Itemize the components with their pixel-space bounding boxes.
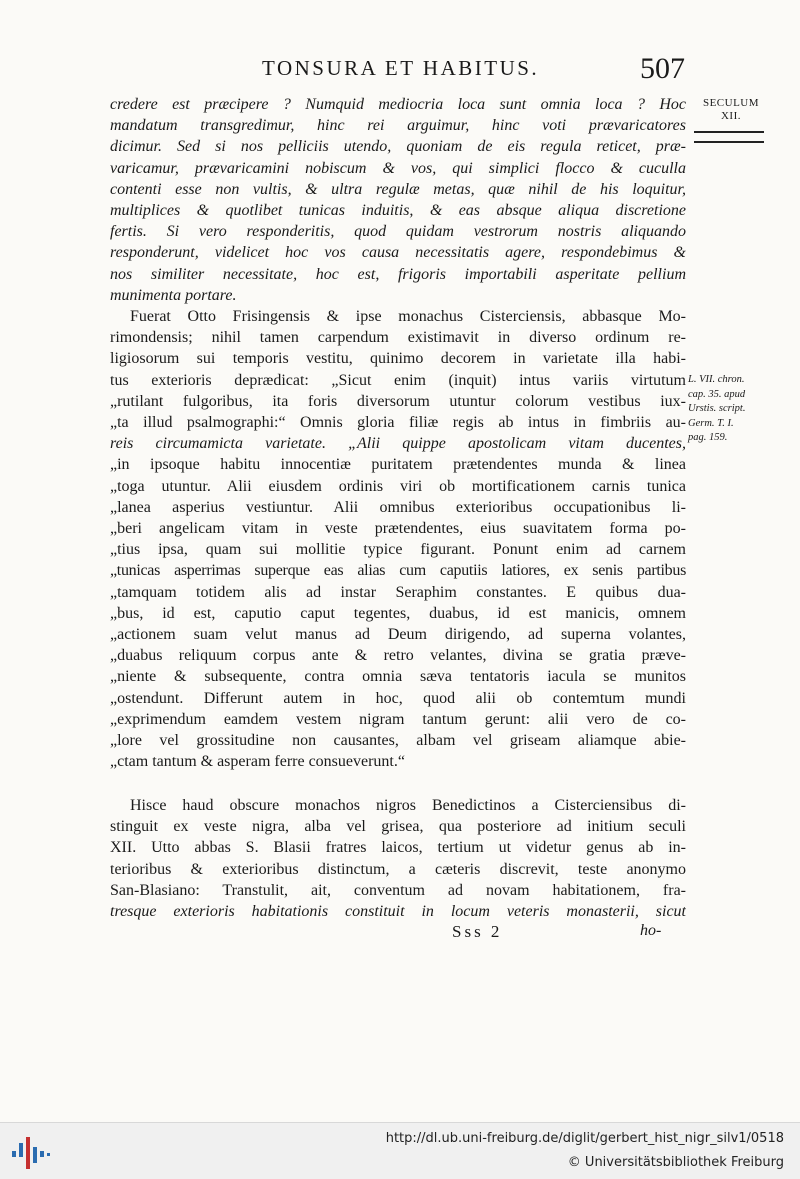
text-line: „ta illud psalmographi:“ Omnis gloria filiæ regis ab intus in fimbriis au- [110,414,686,432]
text-line: fertis. Si vero responderitis, quod quidam vestrorum nostris aliquando [110,223,686,241]
text-line: rimondensis; nihil tamen carpendum existimavit in diverso ordinum re- [110,329,686,347]
side-heading [696,97,766,123]
text-line: reis circumamicta varietate. „Alii quippe apostolicam vitam ducentes, [110,435,686,453]
paragraph-otto [110,306,686,772]
marginal-note-line: Urstis. script. [688,403,746,414]
side-heading-century: XII. [720,110,742,122]
running-header [0,52,800,92]
text-line: tresque exterioris habitationis constituit in locum veteris monasterii, sicut [110,903,686,921]
marginal-note-line: pag. 159. [688,432,728,443]
running-title: TONSURA ET HABITUS. [262,56,540,80]
permalink-link[interactable]: http://dl.ub.uni-freiburg.de/diglit/gerbert_hist_nigr_silv1/0518 [385,1131,784,1146]
text-line: multiplices & quotlibet tunicas induitis, & eas absque aliqua discretione [110,202,686,220]
text-line: nos similiter necessitate, hoc est, frigoris importabili asperitate pellium [110,265,686,283]
text-line: mandatum transgredimur, hinc rei arguimur, hinc voti prævaricatores [110,117,686,135]
text-line: varicamur, prævaricamini nobiscum & vos, qui simplici flocco & cuculla [110,159,686,177]
text-line: „beri angelicam vitam in veste prætendentes, eius suavitatem forma po- [110,520,686,538]
text-line: „ctam tantum & asperam ferre consueverunt.“ [110,753,405,771]
text-line: tus exterioris deprædicat: „Sicut enim (inquit) intus variis virtutum [110,371,686,389]
side-heading-rule [694,131,764,143]
text-line: „bus, id est, caputio caput tegentes, duabus, id est manicis, omnem [110,604,686,622]
text-line: terioribus & exterioribus distinctum, a cæteris discrevit, teste anonymo [110,860,686,878]
page-number: 507 [640,52,685,85]
text-line: „tius ipsa, quam sui mollitie typice figurant. Ponunt enim ad carnem [110,541,686,559]
text-line: „actionem suam velut manus ad Deum dirigendo, ad superna volantes, [110,626,686,644]
text-line: „tunicas asperrimas superque eas alias cum caputiis latiores, ex senis partibus [110,562,686,580]
paragraph-quote [110,94,686,306]
library-logo-icon [10,1133,52,1173]
text-line: stinguit ex veste nigra, alba vel grisea, qua posteriore ad initium seculi [110,818,686,836]
paragraph-hisce [110,795,686,922]
text-line: „duabus reliquum corpus ante & retro velantes, divina se gratia præve- [110,647,686,665]
text-line: responderunt, videlicet hoc vos causa necessitatis agere, respondebimus & [110,244,686,262]
marginal-note-line: L. VII. chron. [688,374,745,385]
text-line: „lanea asperius vestiuntur. Alii omnibus exterioribus occupationibus li- [110,498,686,516]
marginal-note [688,373,768,446]
text-line: ligiosorum sui temporis vestitu, quinimo decorem in varietate illa habi- [110,350,686,368]
text-line: munimenta portare. [110,286,237,304]
text-line: dicimur. Sed si nos pelliciis utendo, quoniam de eis regula reticet, præ- [110,138,686,156]
text-line: „ostendunt. Differunt autem in hoc, quod alii ob contemtum mundi [110,689,686,707]
text-line: San-Blasiano: Transtulit, ait, conventum ad novam habitationem, fra- [110,881,686,899]
marginal-note-line: Germ. T. I. [688,417,734,429]
viewer-footer [0,1122,800,1179]
text-line: „niente & subsequente, contra omnia sæva tentatoris iacula se munitos [110,668,686,686]
signature-mark: Sss 2 [452,922,503,941]
text-line: Fuerat Otto Frisingensis & ipse monachus Cisterciensis, abbasque Mo- [130,308,686,325]
text-line: contenti esse non vultis, & ultra regulæ metas, quæ nihil de his loquitur, [110,180,686,198]
text-line: „tamquam totidem alis ad instar Seraphim constantes. E quibus dua- [110,583,686,601]
text-line: credere est præcipere ? Numquid mediocria loca sunt omnia loca ? Hoc [110,96,686,113]
text-line: XII. Utto abbas S. Blasii fratres laicos, tertium ut videtur genus ab in- [110,839,686,857]
text-line: „rutilant fulgoribus, ita foris diversorum utuntur colorum vestibus iux- [110,392,686,410]
text-line: „lore vel grossitudine non causantes, albam vel griseam aliamque abie- [110,732,686,750]
marginal-note-line: cap. 35. apud [688,388,746,400]
catchword: ho- [640,922,662,939]
side-heading-label: SECULUM [702,97,760,109]
text-line: „in ipsoque habitu innocentiæ puritatem prætendentes munda & linea [110,456,686,474]
copyright-text: © Universitätsbibliothek Freiburg [567,1155,784,1170]
text-line: „exprimendum eamdem vestem nigram tantum gerunt: alii vero de co- [110,710,686,728]
text-line: „toga utuntur. Alii eiusdem ordinis viri ob mortificationem carnis tunica [110,477,686,495]
text-line: Hisce haud obscure monachos nigros Benedictinos a Cisterciensibus di- [130,797,686,814]
